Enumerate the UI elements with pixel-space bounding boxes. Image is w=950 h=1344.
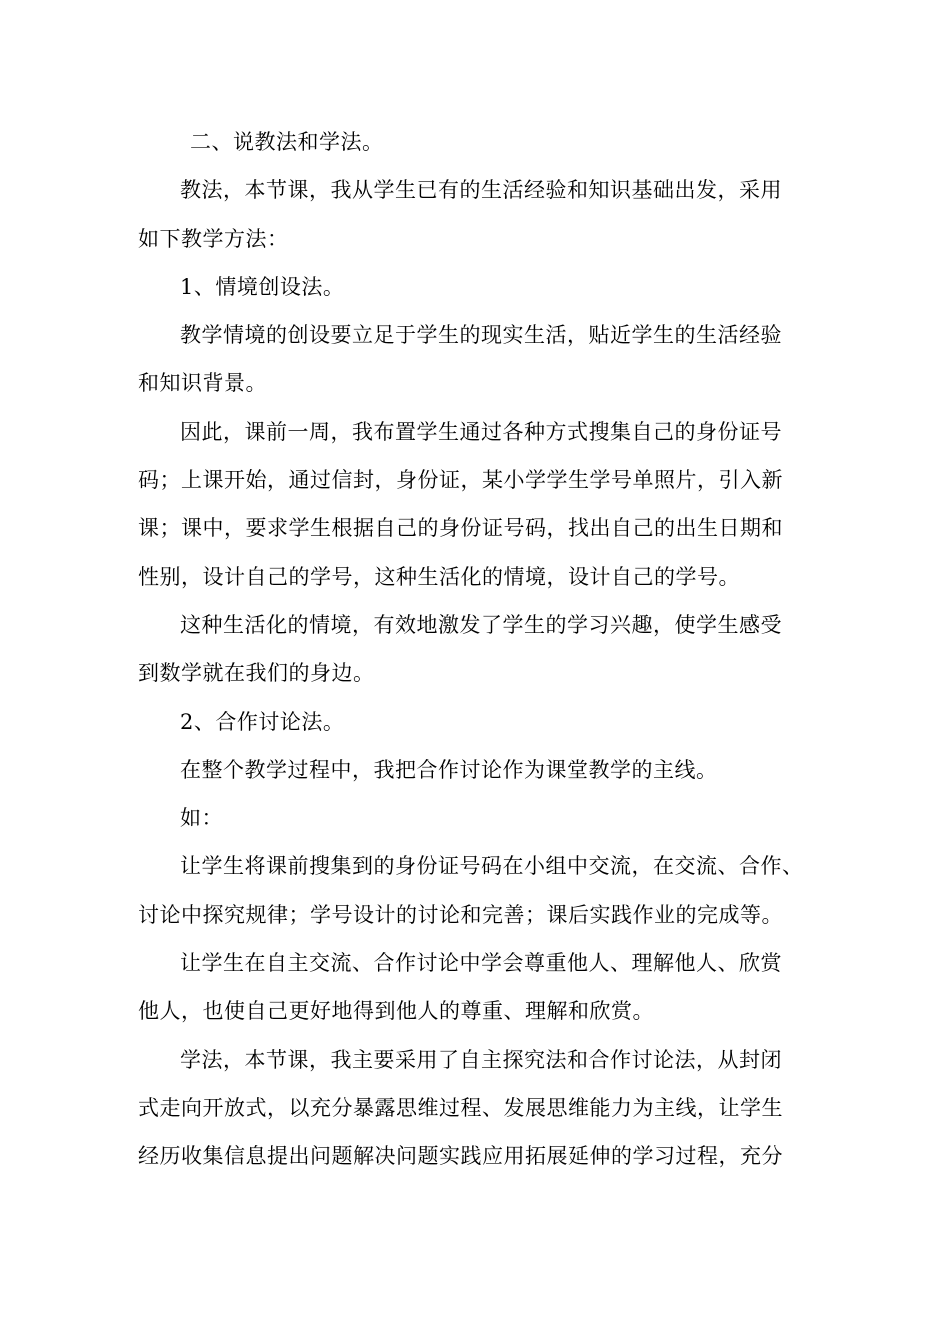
text-line: 学法，本节课，我主要采用了自主探究法和合作讨论法，从封闭 [180,1047,782,1072]
text-line: 课；课中，要求学生根据自己的身份证号码，找出自己的出生日期和 [138,516,783,541]
text-line: 他人，也使自己更好地得到他人的尊重、理解和欣赏。 [138,999,654,1024]
section-heading: 二、说教法和学法。 [190,130,384,154]
text-line: 经历收集信息提出问题解决问题实践应用拓展延伸的学习过程，充分 [138,1144,783,1169]
text-line: 教法，本节课，我从学生已有的生活经验和知识基础出发，采用 [180,178,782,203]
text-line: 如下教学方法： [138,226,289,251]
text-line: 如： [180,806,223,831]
text-line: 教学情境的创设要立足于学生的现实生活，贴近学生的生活经验 [180,323,782,348]
text-line: 这种生活化的情境，有效地激发了学生的学习兴趣，使学生感受 [180,612,782,637]
text-line: 到数学就在我们的身边。 [138,661,375,686]
text-line: 在整个教学过程中，我把合作讨论作为课堂教学的主线。 [180,757,718,782]
subheading-line: 2、合作讨论法。 [180,709,345,734]
text-line: 性别，设计自己的学号，这种生活化的情境，设计自己的学号。 [138,564,740,589]
text-line: 码；上课开始，通过信封，身份证，某小学学生学号单照片，引入新 [138,468,783,493]
text-line: 和知识背景。 [138,371,267,396]
document-body [138,118,818,1181]
text-line: 让学生在自主交流、合作讨论中学会尊重他人、理解他人、欣赏 [180,951,782,976]
text-line: 讨论中探究规律；学号设计的讨论和完善；课后实践作业的完成等。 [138,902,783,927]
text-line: 式走向开放式，以充分暴露思维过程、发展思维能力为主线，让学生 [138,1095,783,1120]
subheading-line: 1、情境创设法。 [180,274,345,299]
text-line: 因此，课前一周，我布置学生通过各种方式搜集自己的身份证号 [180,419,782,444]
text-line: 让学生将课前搜集到的身份证号码在小组中交流，在交流、合作、 [180,854,804,879]
